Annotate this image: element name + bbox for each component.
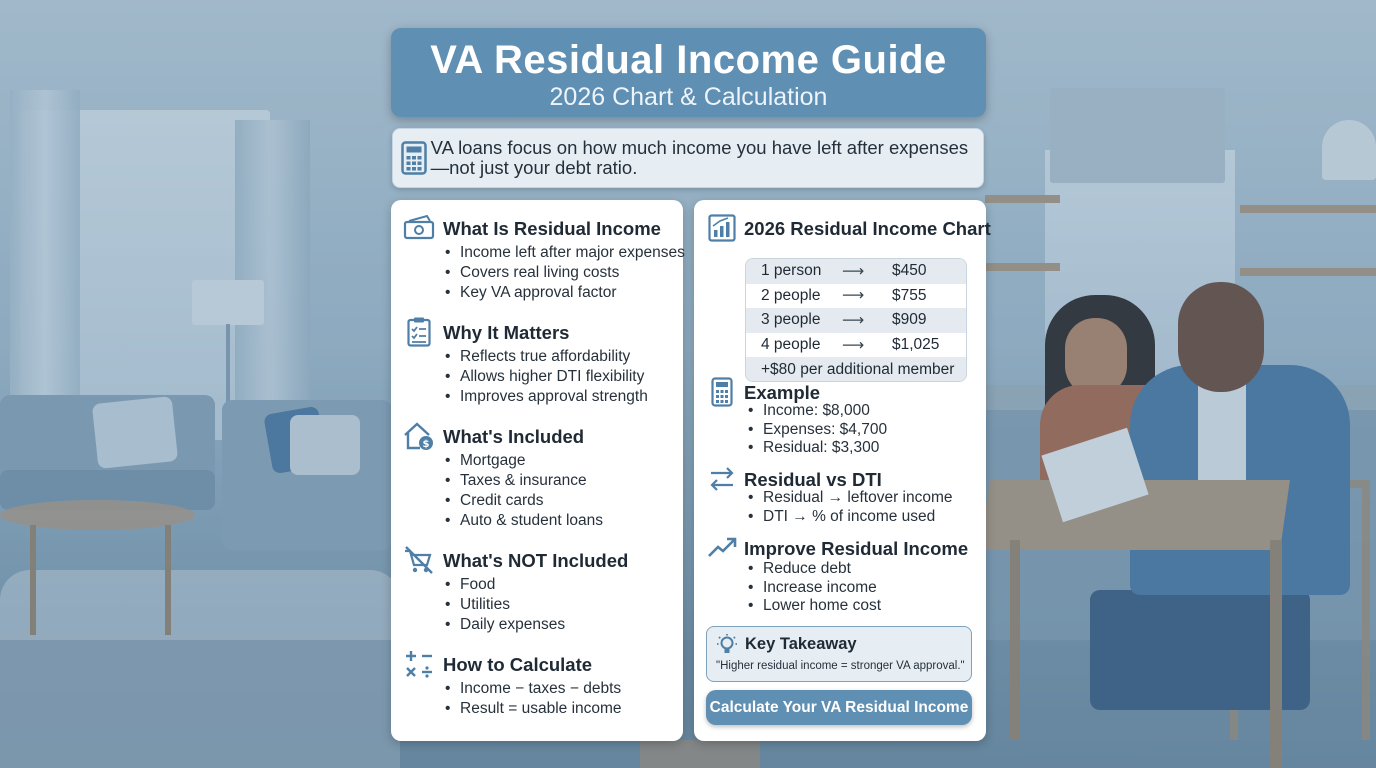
- intro-text: VA loans focus on how much income you have left after expenses—not just your debt ratio.: [430, 137, 969, 178]
- household-size: 2 people: [761, 286, 821, 304]
- list-item: • Mortgage: [443, 451, 603, 471]
- calculator-icon: [393, 141, 431, 175]
- list-item: • Reflects true affordability: [443, 347, 648, 367]
- household-size: 3 people: [761, 311, 821, 329]
- list-item: • Income − taxes − debts: [443, 679, 622, 699]
- arrow: ⟶: [842, 311, 865, 329]
- section-title: How to Calculate: [443, 654, 593, 675]
- bullet-list: [746, 560, 881, 616]
- section-title: Residual vs DTI: [744, 469, 882, 490]
- bullet-list: [443, 243, 685, 303]
- list-item: • Key VA approval factor: [443, 283, 685, 303]
- household-size: 4 people: [761, 336, 821, 354]
- list-item: • Covers real living costs: [443, 263, 685, 283]
- section-title: Example: [744, 382, 821, 403]
- section-title: Improve Residual Income: [744, 538, 969, 559]
- takeaway-quote: "Higher residual income = stronger VA approval.": [716, 660, 965, 672]
- table-row: [746, 284, 966, 309]
- info-panel-right: [694, 200, 991, 741]
- calculator-icon: [706, 377, 738, 407]
- intro-banner: [392, 128, 984, 188]
- section-title: What Is Residual Income: [443, 218, 661, 239]
- list-item: • Residual → leftover income: [746, 489, 953, 508]
- list-item: • Residual: $3,300: [746, 439, 887, 458]
- takeaway-title: Key Takeaway: [745, 635, 857, 653]
- checklist-icon: [403, 317, 435, 347]
- list-item: • Increase income: [746, 579, 881, 598]
- list-item: • Improves approval strength: [443, 387, 648, 407]
- swap-arrows-icon: [706, 464, 738, 494]
- list-item: • Allows higher DTI flexibility: [443, 367, 648, 387]
- chart-title: 2026 Residual Income Chart: [744, 218, 991, 239]
- table-row: [746, 308, 966, 333]
- calculate-residual-income-button[interactable]: Calculate Your VA Residual Income: [706, 690, 972, 725]
- table-row: [746, 333, 966, 358]
- list-item: • Taxes & insurance: [443, 471, 603, 491]
- table-footer-row: [746, 357, 966, 382]
- residual-amount: $450: [892, 262, 927, 280]
- svg-text:$: $: [422, 439, 430, 450]
- section-title: What's Included: [443, 426, 585, 447]
- list-item: • Daily expenses: [443, 615, 565, 635]
- additional-member-note: +$80 per additional member: [761, 360, 955, 378]
- key-takeaway-box: [706, 626, 972, 682]
- bullet-list: [443, 575, 565, 635]
- list-item: • Result = usable income: [443, 699, 622, 719]
- list-item: • Lower home cost: [746, 597, 881, 616]
- residual-income-table: [745, 258, 967, 382]
- cart-crossed-icon: [403, 545, 435, 575]
- section-title: What's NOT Included: [443, 550, 629, 571]
- bar-chart-icon: [706, 213, 738, 243]
- list-item: • Expenses: $4,700: [746, 421, 887, 440]
- table-row: [746, 259, 966, 284]
- list-item: • Income left after major expenses: [443, 243, 685, 263]
- list-item: • DTI → % of income used: [746, 508, 953, 527]
- list-item: • Auto & student loans: [443, 511, 603, 531]
- trend-up-icon: [706, 533, 738, 563]
- list-item: • Credit cards: [443, 491, 603, 511]
- bullet-list: [443, 679, 622, 719]
- title-banner: [391, 28, 986, 117]
- list-item: • Income: $8,000: [746, 402, 887, 421]
- money-icon: [403, 213, 435, 243]
- bullet-list: [746, 402, 887, 458]
- bullet-list: [443, 451, 603, 531]
- residual-amount: $909: [892, 311, 927, 329]
- residual-amount: $755: [892, 286, 927, 304]
- lightbulb-icon: [716, 633, 738, 662]
- list-item: • Food: [443, 575, 565, 595]
- house-dollar-icon: [403, 421, 435, 451]
- residual-amount: $1,025: [892, 336, 940, 354]
- household-size: 1 person: [761, 262, 822, 280]
- list-item: • Reduce debt: [746, 560, 881, 579]
- list-item: • Utilities: [443, 595, 565, 615]
- info-panel-left: [391, 200, 683, 741]
- page-title: VA Residual Income Guide: [430, 38, 947, 82]
- section-title: Why It Matters: [443, 322, 570, 343]
- arrow: ⟶: [842, 262, 865, 280]
- bullet-list: [746, 489, 953, 526]
- page-subtitle: 2026 Chart & Calculation: [549, 83, 828, 111]
- bullet-list: [443, 347, 648, 407]
- arrow: ⟶: [842, 287, 865, 305]
- arrow: ⟶: [842, 336, 865, 354]
- math-operators-icon: [403, 649, 435, 679]
